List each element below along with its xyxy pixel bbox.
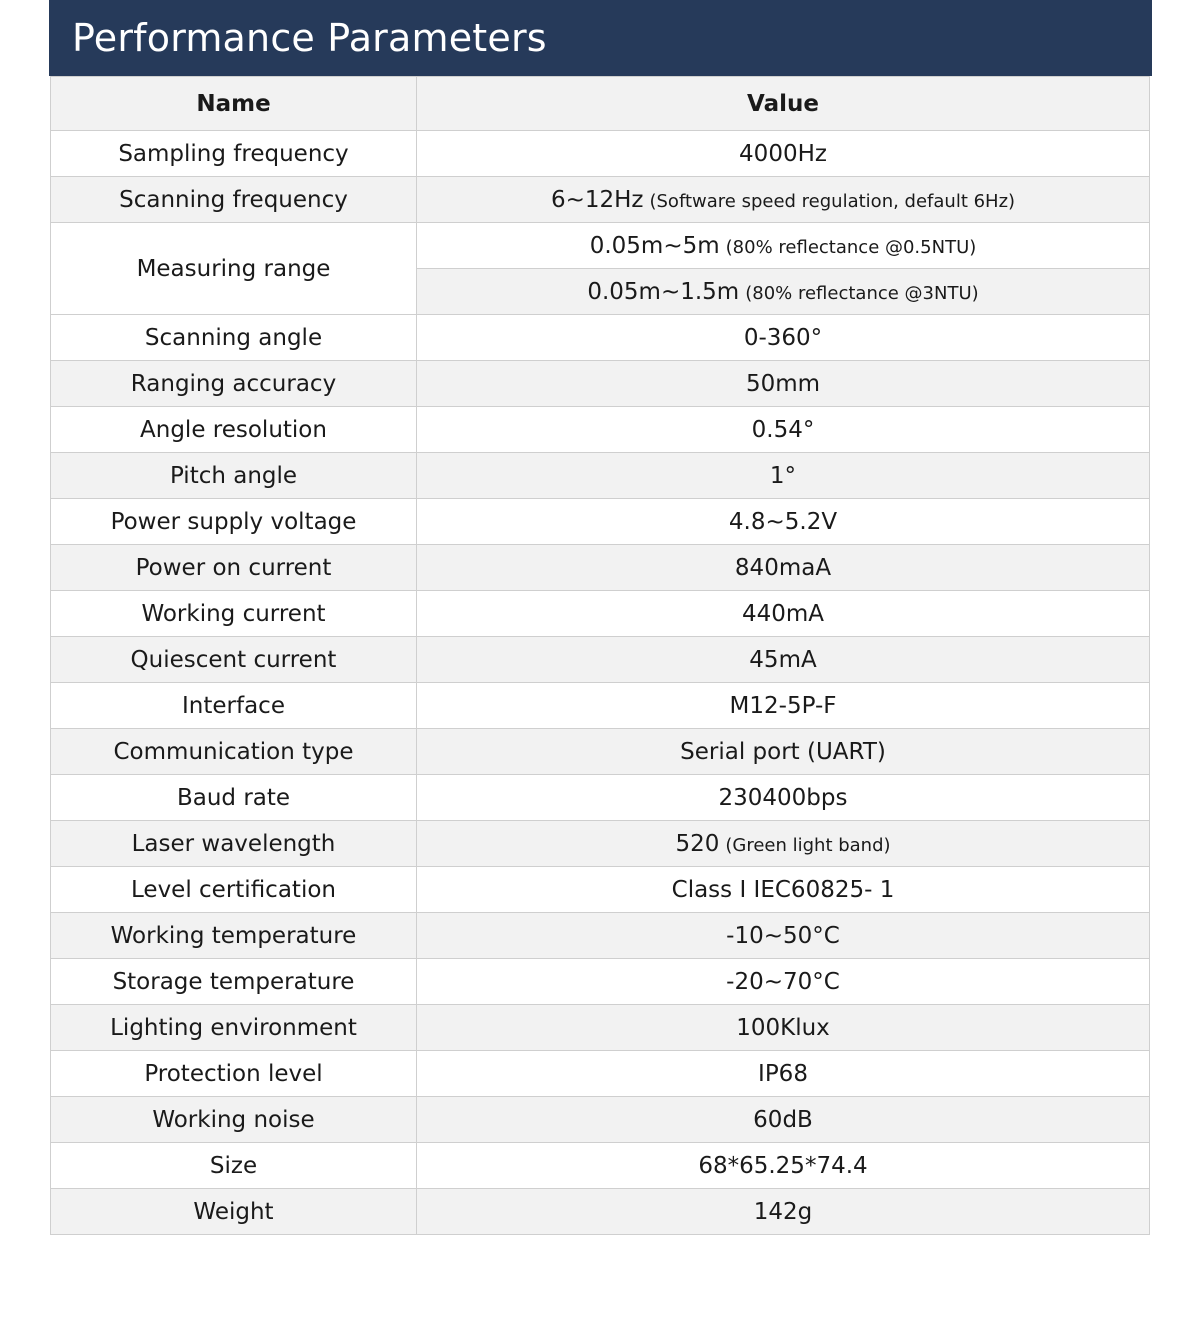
table-row [51, 1051, 1150, 1097]
param-name: Scanning frequency [51, 177, 417, 223]
param-value: 50mm [417, 361, 1150, 407]
param-name: Baud rate [51, 775, 417, 821]
table-row [51, 545, 1150, 591]
param-name: Working temperature [51, 913, 417, 959]
param-name: Measuring range [51, 223, 417, 315]
param-value: 142g [417, 1189, 1150, 1235]
param-value: 520 (Green light band) [417, 821, 1150, 867]
param-name: Storage temperature [51, 959, 417, 1005]
table-row [51, 775, 1150, 821]
param-value: 230400bps [417, 775, 1150, 821]
table-row [51, 637, 1150, 683]
table-row [51, 1097, 1150, 1143]
table-row [51, 913, 1150, 959]
param-value: -10~50°C [417, 913, 1150, 959]
table-row [51, 821, 1150, 867]
table-row [51, 315, 1150, 361]
param-name: Interface [51, 683, 417, 729]
param-name: Scanning angle [51, 315, 417, 361]
param-name: Sampling frequency [51, 131, 417, 177]
param-name: Pitch angle [51, 453, 417, 499]
param-value: 0.05m~1.5m (80% reflectance @3NTU) [417, 269, 1150, 315]
param-name: Quiescent current [51, 637, 417, 683]
param-value: 840maA [417, 545, 1150, 591]
param-value: 440mA [417, 591, 1150, 637]
table-row [51, 683, 1150, 729]
param-name: Size [51, 1143, 417, 1189]
param-note: (Green light band) [725, 834, 891, 856]
table-row [51, 131, 1150, 177]
table-row [51, 959, 1150, 1005]
table-row [51, 223, 1150, 269]
param-value: 0-360° [417, 315, 1150, 361]
param-name: Protection level [51, 1051, 417, 1097]
param-value: 4.8~5.2V [417, 499, 1150, 545]
column-header-name: Name [51, 77, 417, 131]
param-value: 68*65.25*74.4 [417, 1143, 1150, 1189]
param-name: Angle resolution [51, 407, 417, 453]
param-value: Serial port (UART) [417, 729, 1150, 775]
table-header-row [51, 77, 1150, 131]
param-value: IP68 [417, 1051, 1150, 1097]
param-value: 100Klux [417, 1005, 1150, 1051]
param-value: 45mA [417, 637, 1150, 683]
table-row [51, 867, 1150, 913]
table-row [51, 729, 1150, 775]
column-header-value: Value [417, 77, 1150, 131]
param-value: M12-5P-F [417, 683, 1150, 729]
table-row [51, 407, 1150, 453]
table-row [51, 1005, 1150, 1051]
table-row [51, 1143, 1150, 1189]
table-row [51, 591, 1150, 637]
param-note: (Software speed regulation, default 6Hz) [649, 190, 1016, 212]
param-value: 60dB [417, 1097, 1150, 1143]
param-name: Weight [51, 1189, 417, 1235]
table-row [51, 499, 1150, 545]
parameters-table [50, 76, 1150, 1235]
param-value: 0.54° [417, 407, 1150, 453]
param-value: Class I IEC60825- 1 [417, 867, 1150, 913]
param-value: 6~12Hz (Software speed regulation, default 6Hz) [417, 177, 1150, 223]
param-value: 4000Hz [417, 131, 1150, 177]
table-row [51, 1189, 1150, 1235]
param-name: Laser wavelength [51, 821, 417, 867]
param-name: Working current [51, 591, 417, 637]
param-value: 0.05m~5m (80% reflectance @0.5NTU) [417, 223, 1150, 269]
table-row [51, 177, 1150, 223]
param-name: Working noise [51, 1097, 417, 1143]
table-row [51, 361, 1150, 407]
table-row [51, 453, 1150, 499]
param-value: 1° [417, 453, 1150, 499]
param-note: (80% reflectance @0.5NTU) [725, 236, 977, 258]
param-name: Lighting environment [51, 1005, 417, 1051]
param-value: -20~70°C [417, 959, 1150, 1005]
param-name: Level certification [51, 867, 417, 913]
param-name: Power supply voltage [51, 499, 417, 545]
param-name: Communication type [51, 729, 417, 775]
section-header [49, 0, 1152, 76]
param-name: Ranging accuracy [51, 361, 417, 407]
param-note: (80% reflectance @3NTU) [745, 282, 979, 304]
page-title: Performance Parameters [72, 16, 547, 60]
param-name: Power on current [51, 545, 417, 591]
